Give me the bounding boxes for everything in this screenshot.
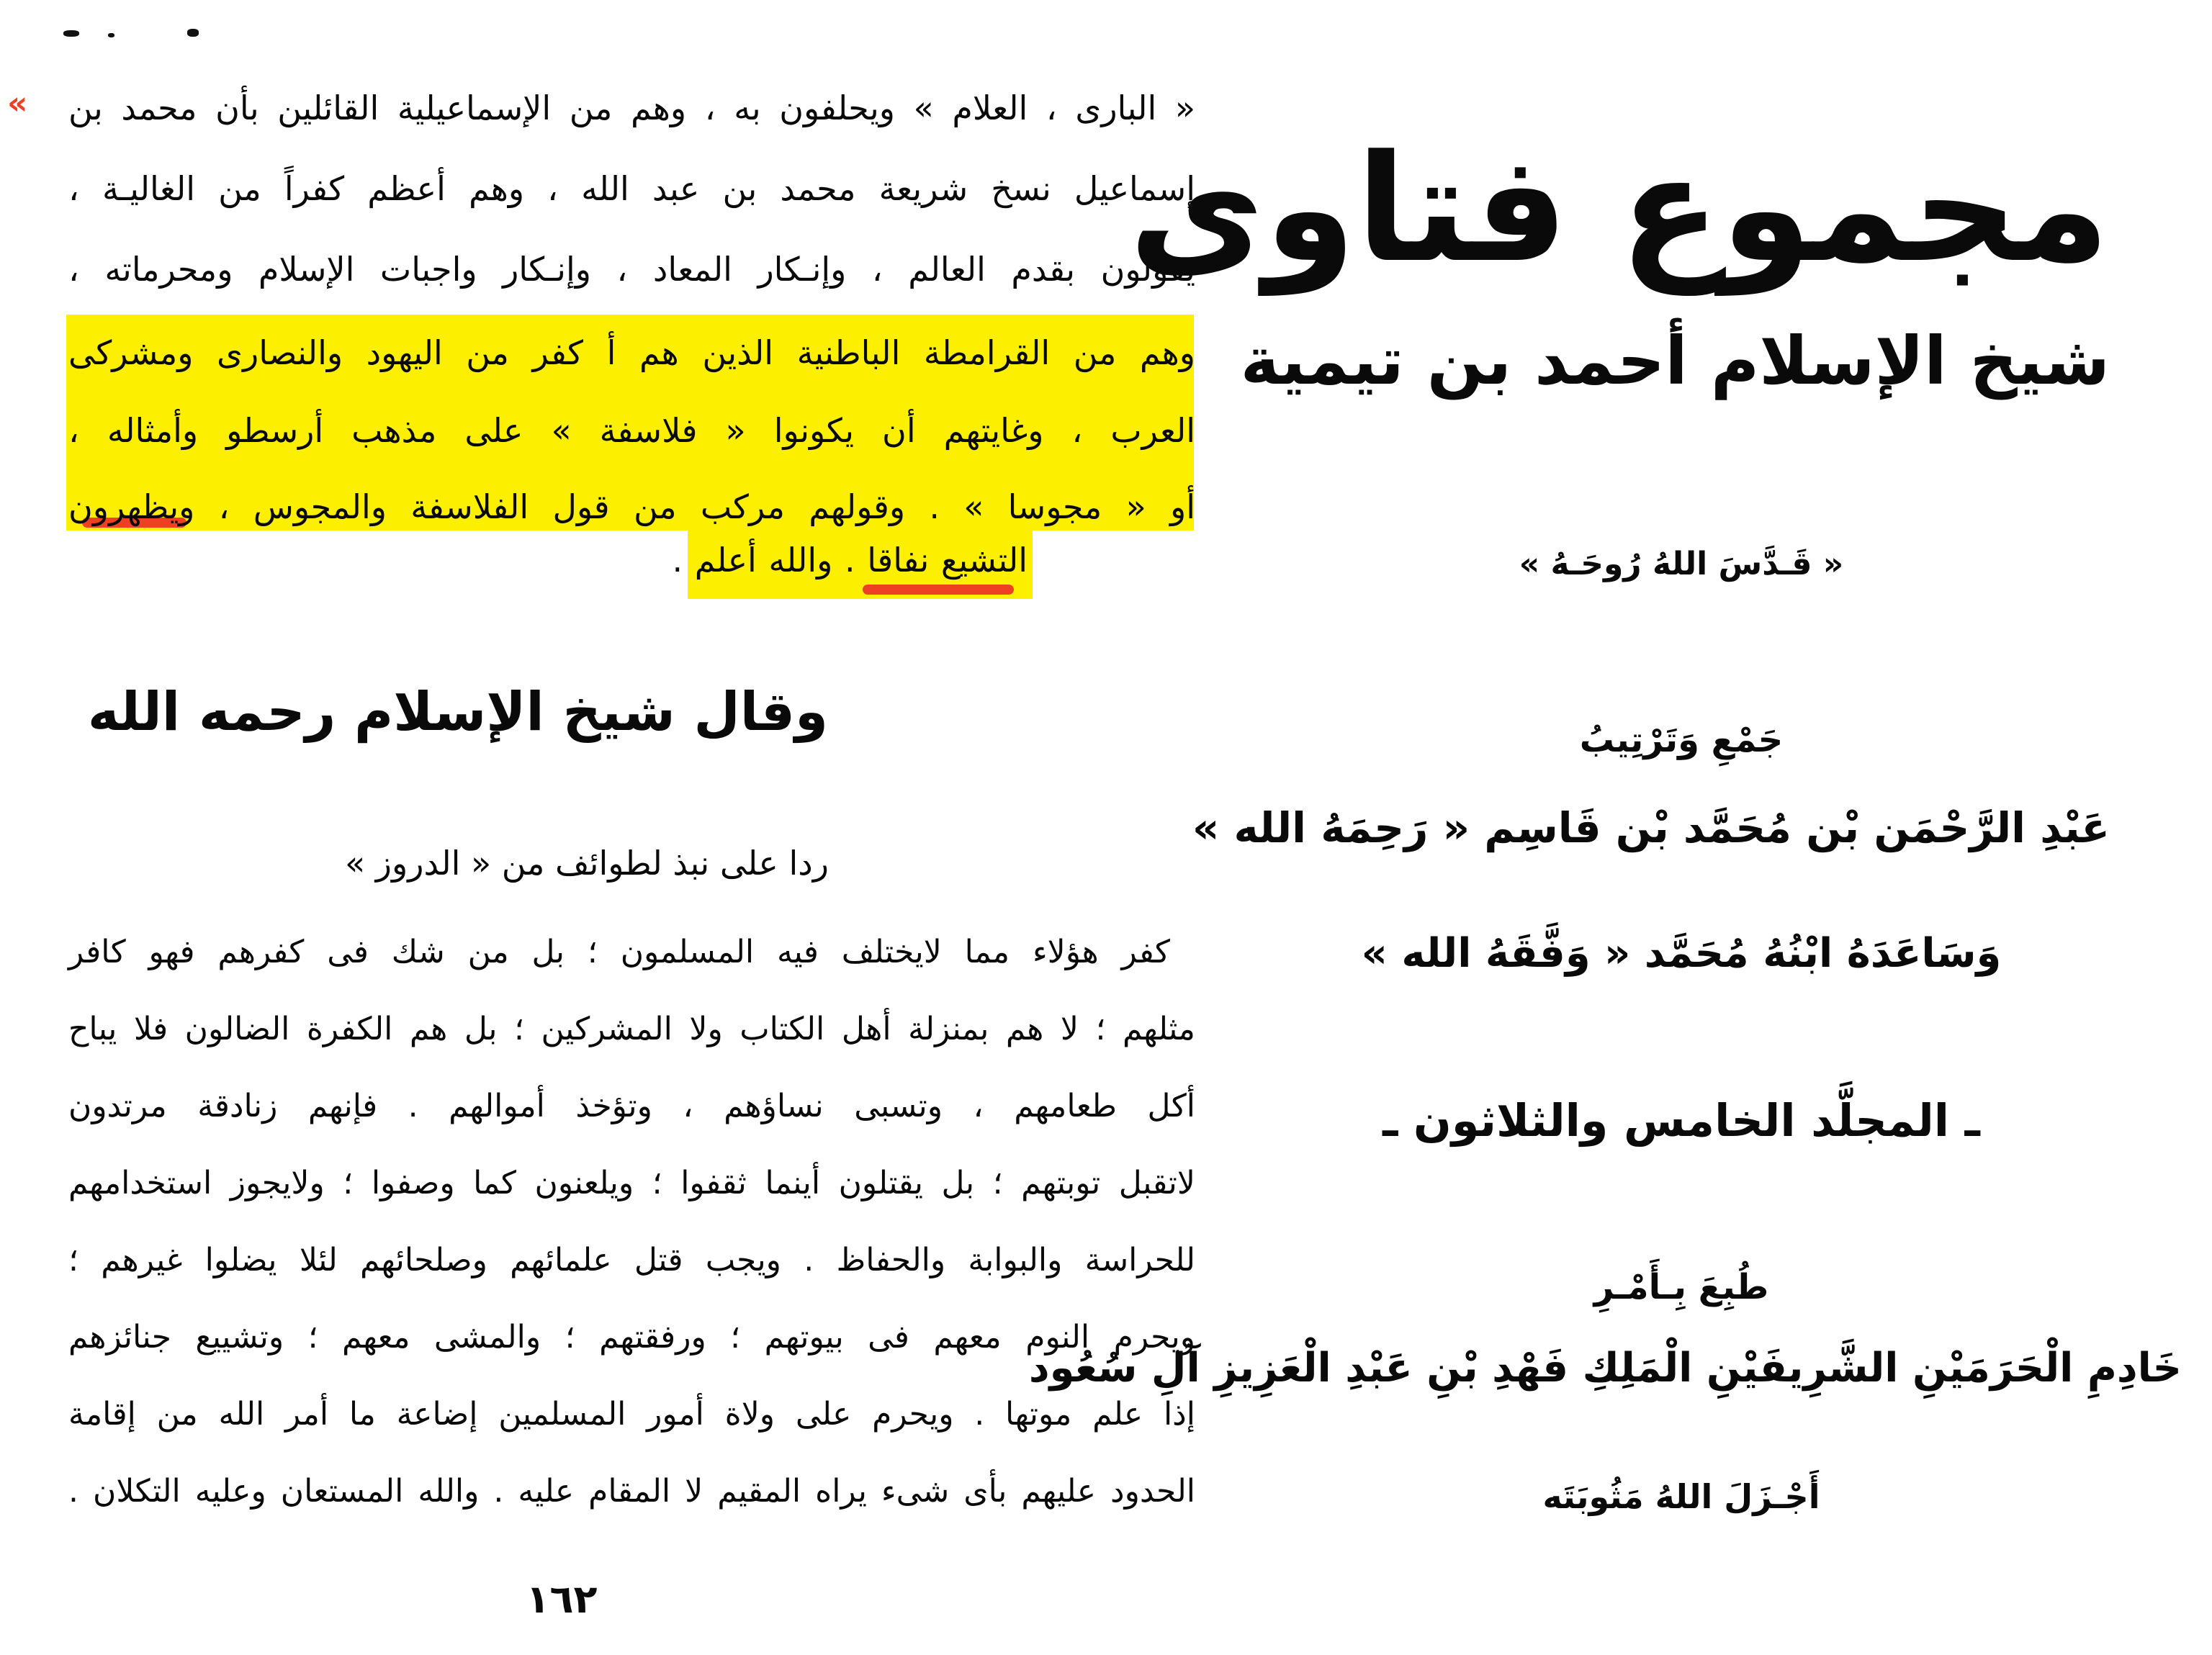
section-heading: وقال شيخ الإسلام رحمه الله: [87, 681, 828, 743]
red-margin-mark: «: [7, 85, 28, 122]
highlighted-text-last-line: التشيع نفاقا . والله أعلم .: [672, 541, 1028, 580]
red-underline-annotation-2: [863, 585, 1014, 595]
text-line: إسماعيل نسخ شريعة محمد بن عبد الله ، وهم أعظم كفراً من الغاليـة ،: [68, 169, 1195, 208]
paragraph-line: لاتقبل توبتهم ؛ بل يقتلون أينما ثقفوا ؛ ويلعنون كما وصفوا ؛ ولايجوز استخدامهم: [68, 1165, 1195, 1201]
paragraph-line: للحراسة والبوابة والحفاظ . ويجب قتل علمائهم وصلحائهم لئلا يضلوا غيرهم ؛: [68, 1242, 1195, 1279]
closing-prayer: أَجْـزَلَ اللهُ مَثُوبَتَه: [1542, 1477, 1820, 1516]
page-number: ١٦٢: [526, 1577, 598, 1622]
printed-by-label: طُبِعَ بِـأَمْـرِ: [1593, 1267, 1769, 1307]
paragraph-line: أكل طعامهم ، وتسبى نساؤهم ، وتؤخذ أموالهم . فإنهم زنادقة مرتدون: [68, 1088, 1195, 1124]
text-line: يقولون بقدم العالم ، وإنـكار المعاد ، وإنـكار واجبات الإسلام ومحرماته ،: [68, 250, 1195, 289]
section-subheading: ردا على نبذ لطوائف من « الدروز »: [345, 844, 829, 883]
book-title-calligraphy: مجموع فتاوى: [1128, 124, 2110, 295]
paragraph-line: مثلهم ؛ لا هم بمنزلة أهل الكتاب ولا المشركين ؛ بل هم الكفرة الضالون فلا يباح: [68, 1011, 1195, 1047]
assistant-name: وَسَاعَدَهُ ابْنُهُ مُحَمَّد « وَفَّقَهُ الله »: [1361, 930, 2002, 977]
compiled-by-label: جَمْعِ وَتَرْتِيبُ: [1579, 720, 1784, 760]
patron-name-calligraphy: خَادِمِ الْحَرَمَيْنِ الشَّرِيفَيْنِ الْمَلِكِ فَهْدِ بْنِ عَبْدِ الْعَزِيزِ آلِ سُعُود: [1028, 1345, 2182, 1392]
paragraph-line: الحدود عليهم بأى شىء يراه المقيم لا المقام عليه . والله المستعان وعليه التكلان .: [68, 1473, 1195, 1510]
paragraph-line: ويحرم النوم معهم فى بيوتهم ؛ ورفقتهم ؛ والمشى معهم ؛ وتشييع جنائزهم: [68, 1319, 1195, 1356]
scan-artifact: [108, 33, 114, 37]
book-author-calligraphy: شيخ الإسلام أحمد بن تيمية: [1240, 323, 2110, 400]
scan-artifact: [187, 29, 199, 37]
paragraph-line: كفر هؤلاء مما لايختلف فيه المسلمون ؛ بل من شك فى كفرهم فهو كافر: [68, 934, 1170, 970]
highlighted-text-line: العرب ، وغايتهم أن يكونوا « فلاسفة » على مذهب أرسطو وأمثاله ،: [68, 411, 1195, 450]
compiler-name: عَبْدِ الرَّحْمَن بْن مُحَمَّد بْن قَاسِم « رَحِمَهُ الله »: [1192, 803, 2110, 852]
volume-title: ـ المجلَّد الخامس والثلاثون ـ: [1382, 1094, 1980, 1147]
paragraph-line: إذا علم موتها . ويحرم على ولاة أمور المسلمين إضاعة ما أمر الله من إقامة: [68, 1396, 1195, 1433]
highlighted-text-line: وهم من القرامطة الباطنية الذين هم أ كفر من اليهود والنصارى ومشركى: [68, 333, 1195, 372]
scan-artifact: [63, 30, 79, 37]
highlighted-text-line: أو « مجوسا » . وقولهم مركب من قول الفلاسفة والمجوس ، ويظهرون: [68, 487, 1195, 526]
text-line: « البارى ، العلام » ويحلفون به ، وهم من الإسماعيلية القائلين بأن محمد بن: [68, 89, 1195, 127]
author-blessing: « قَـدَّسَ اللهُ رُوحَـهُ »: [1519, 546, 1844, 582]
